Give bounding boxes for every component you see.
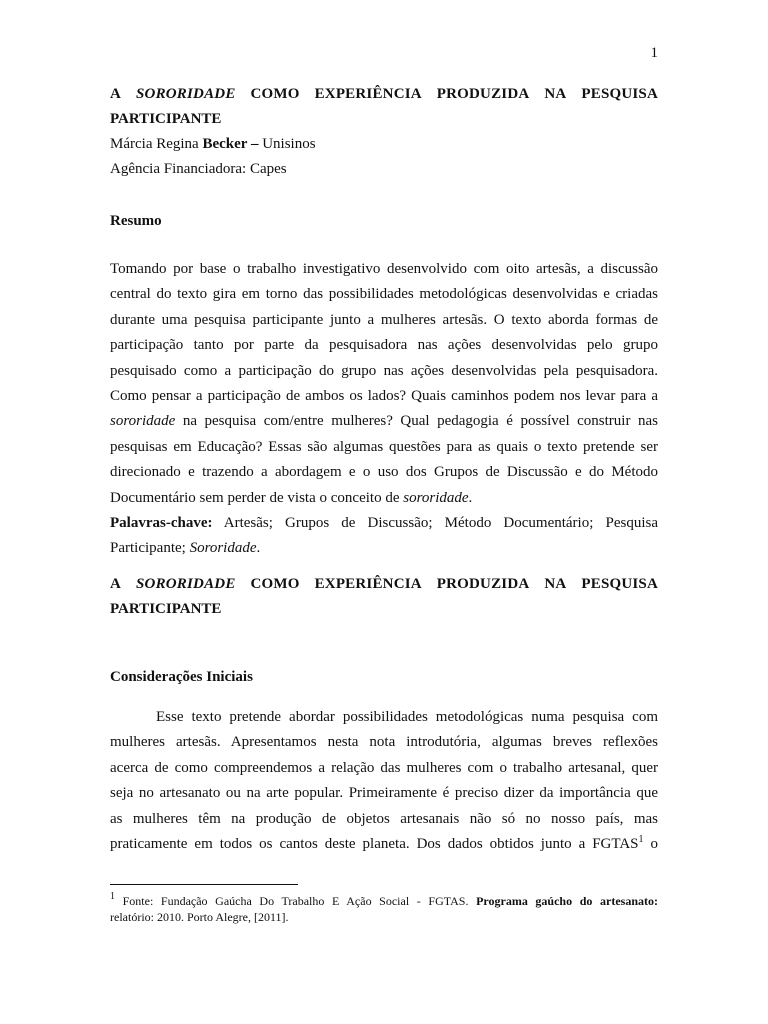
paper-title-line2: PARTICIPANTE xyxy=(110,111,222,127)
keywords-line: Palavras-chave: Artesãs; Grupos de Discussão; Método Documentário; Pesquisa xyxy=(110,515,658,532)
intro-paragraph xyxy=(110,705,658,857)
abstract-line: central do texto gira em torno das possibilidades metodológicas desenvolvidas e criadas xyxy=(110,286,658,303)
footnote-reference[interactable]: 1 xyxy=(638,834,644,846)
paper-title-line1: A SORORIDADE COMO EXPERIÊNCIA PRODUZIDA NA PESQUISA xyxy=(110,82,658,107)
footnote xyxy=(110,893,658,925)
intro-line: praticamente em todos os cantos deste planeta. Dos dados obtidos junto a FGTAS$^1$ o xyxy=(110,834,658,853)
section-title-line1: A SORORIDADE COMO EXPERIÊNCIA PRODUZIDA NA PESQUISA xyxy=(110,572,658,597)
keywords-label: Palavras-chave: xyxy=(110,515,213,532)
section-title-italic-word: SORORIDADE xyxy=(136,576,236,592)
author-line: Márcia Regina Becker – Unisinos xyxy=(110,136,316,152)
title-block xyxy=(110,82,658,182)
footnote-line: relatório: 2010. Porto Alegre, [2011]. xyxy=(110,910,289,924)
funding-line: Agência Financiadora: Capes xyxy=(110,161,287,177)
abstract-line: sororidade na pesquisa com/entre mulheres? Qual pedagogia é possível construir nas xyxy=(110,413,658,430)
footnote-line: $^1$ Fonte: Fundação Gaúcha Do Trabalho E Ação Social - FGTAS. Programa gaúcho do artesanato: xyxy=(110,891,658,908)
keywords-line: Participante; Sororidade. xyxy=(110,540,261,557)
intro-line: Esse texto pretende abordar possibilidades metodológicas numa pesquisa com xyxy=(156,709,658,725)
intro-line: mulheres artesãs. Apresentamos nesta nota introdutória, algumas breves reflexões xyxy=(110,734,658,751)
abstract-line: durante uma pesquisa participante junto a mulheres artesãs. O texto aborda formas de xyxy=(110,311,658,328)
document-page xyxy=(110,0,658,1024)
page-number: 1 xyxy=(650,45,658,61)
abstract-line: Como pensar a participação de ambos os lados? Quais caminhos podem nos levar para a xyxy=(110,388,658,405)
abstract-line: participação tanto por parte da pesquisadora nas ações desenvolvidas pelo grupo xyxy=(110,337,658,354)
abstract-line: Documentário sem perder de vista o conceito de sororidade. xyxy=(110,489,473,506)
abstract-heading: Resumo xyxy=(110,213,162,229)
intro-line: as mulheres têm na produção de objetos artesanais não só no nosso país, mas xyxy=(110,810,658,827)
footnote-separator xyxy=(110,884,298,885)
author-first-names: Márcia Regina xyxy=(110,136,199,152)
author-surname: Becker xyxy=(202,136,248,152)
abstract-line: pesquisado como a participação do grupo nas ações desenvolvidas pela pesquisadora. xyxy=(110,362,658,379)
intro-line: seja no artesanato ou na arte popular. Primeiramente é preciso dizer da importância que xyxy=(110,785,658,802)
intro-heading: Considerações Iniciais xyxy=(110,669,253,685)
section-title-block xyxy=(110,572,658,622)
section-title-line2: PARTICIPANTE xyxy=(110,601,222,617)
author-institution: Unisinos xyxy=(262,136,316,152)
abstract-line: direcionado e trazendo a abordagem e o uso dos Grupos de Discussão e do Método xyxy=(110,464,658,481)
footnote-marker: 1 xyxy=(110,891,115,902)
intro-line: acerca de como compreendemos a relação das mulheres com o trabalho artesanal, quer xyxy=(110,759,658,776)
abstract-paragraph xyxy=(110,257,658,562)
abstract-line: pesquisas em Educação? Essas são algumas questões para as quais o texto pretende ser xyxy=(110,438,658,455)
abstract-line: Tomando por base o trabalho investigativo desenvolvido com oito artesãs, a discussão xyxy=(110,261,658,277)
title-italic-word: SORORIDADE xyxy=(136,86,236,102)
